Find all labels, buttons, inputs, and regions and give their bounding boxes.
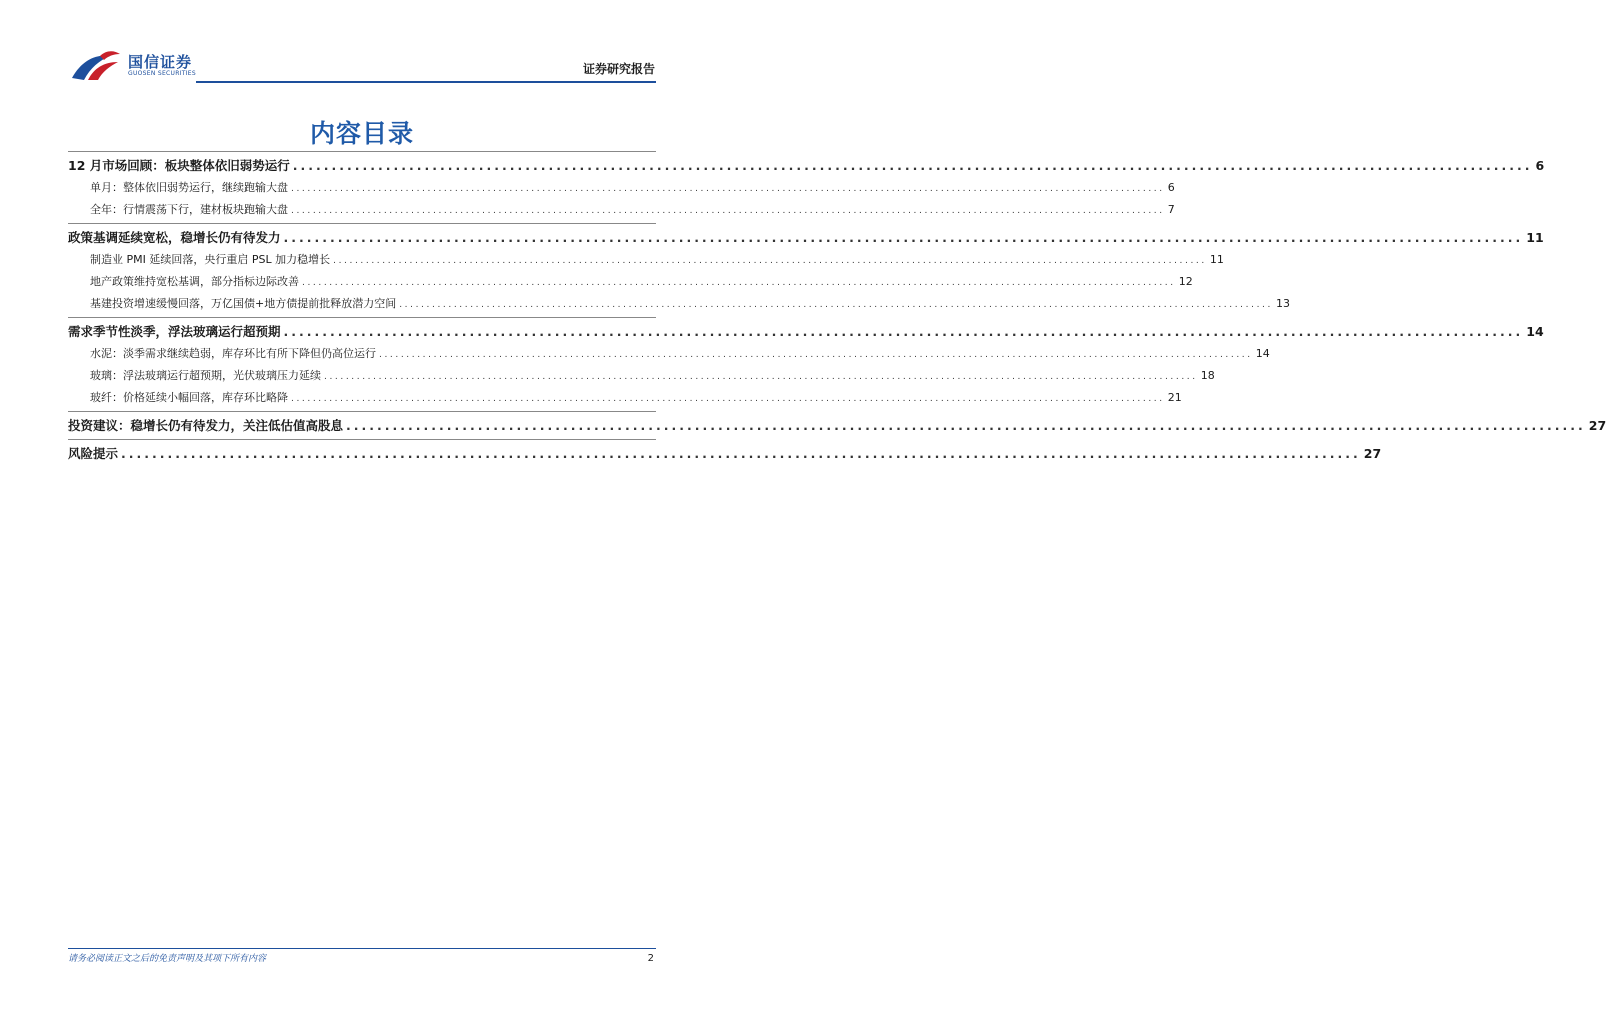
toc-entry-page: 11 [1209,253,1224,266]
toc-dot-leader: ................................................................................................................................................................ [292,158,1533,173]
toc-entry-label: 全年：行情震荡下行，建材板块跑输大盘 [90,203,288,216]
toc-dot-leader: ................................................................................................................................................................ [291,206,1165,216]
toc-entry-label: 基建投资增速缓慢回落，万亿国债+地方债提前批释放潜力空间 [90,297,397,310]
toc-section-rule [68,439,656,440]
toc-entry-page: 7 [1167,203,1175,216]
toc-subsection-entry[interactable] [68,345,1270,367]
toc-dot-leader: ................................................................................................................................................................ [283,324,1524,339]
toc-subsection-entry[interactable] [68,295,1290,317]
toc-dot-leader: ................................................................................................................................................................ [346,418,1586,433]
toc-entry-label: 水泥：淡季需求继续趋弱，库存环比有所下降但仍高位运行 [90,347,376,360]
report-type-label: 证券研究报告 [582,62,655,76]
page-header [0,0,724,90]
toc-dot-leader: ................................................................................................................................................................ [324,372,1198,382]
toc-subsection-entry[interactable] [68,201,1175,223]
toc-entry-page: 14 [1255,347,1270,360]
toc-entry-label: 风险提示 [68,446,119,461]
guosen-logo-icon [70,48,122,82]
toc-section-entry[interactable] [68,226,1544,251]
toc-dot-leader: ................................................................................................................................................................ [333,256,1207,266]
logo-name-cn: 国信证券 [128,53,193,71]
toc-entry-label: 投资建议：稳增长仍有待发力，关注低估值高股息 [68,418,344,433]
toc-entry-label: 玻璃：浮法玻璃运行超预期，光伏玻璃压力延续 [90,369,321,382]
header-divider [196,81,656,83]
toc-section-rule [68,151,656,152]
toc-dot-leader: ................................................................................................................................................................ [291,184,1165,194]
toc-entry-page: 27 [1588,418,1606,433]
toc-section-rule [68,317,656,318]
toc-section-rule [68,411,656,412]
toc-entry-page: 12 [1178,275,1193,288]
toc-entry-page: 13 [1275,297,1290,310]
toc-dot-leader: ................................................................................................................................................................ [399,300,1273,310]
toc-entry-page: 18 [1200,369,1215,382]
toc-title: 内容目录 [309,119,414,148]
toc-dot-leader: ................................................................................................................................................................ [379,350,1253,360]
toc-entry-page: 21 [1167,391,1182,404]
toc-entry-label: 玻纤：价格延续小幅回落，库存环比略降 [90,391,288,404]
toc-entry-label: 地产政策维持宽松基调，部分指标边际改善 [90,275,299,288]
toc-entry-label: 单月：整体依旧弱势运行，继续跑输大盘 [90,181,288,194]
toc-entry-label: 政策基调延续宽松，稳增长仍有待发力 [68,230,281,245]
toc-subsection-entry[interactable] [68,389,1182,411]
toc-subsection-entry[interactable] [68,273,1193,295]
toc-entry-label: 制造业 PMI 延续回落，央行重启 PSL 加力稳增长 [90,253,331,266]
footer-divider [68,948,656,949]
toc-entry-page: 27 [1363,446,1382,461]
toc-entry-page: 11 [1526,230,1544,245]
toc-section-rule [68,223,656,224]
toc-section-entry[interactable] [68,154,1545,179]
table-of-contents [68,151,1606,467]
page-number: 2 [647,953,654,964]
company-logo [70,48,230,84]
toc-section-entry[interactable] [68,442,1382,467]
toc-entry-label: 需求季节性淡季，浮法玻璃运行超预期 [68,324,281,339]
toc-dot-leader: ................................................................................................................................................................ [283,230,1524,245]
toc-subsection-entry[interactable] [68,179,1175,201]
toc-dot-leader: ................................................................................................................................................................ [302,278,1176,288]
toc-subsection-entry[interactable] [68,251,1224,273]
toc-section-entry[interactable] [68,414,1606,439]
toc-section-entry[interactable] [68,320,1544,345]
disclaimer-note: 请务必阅读正文之后的免责声明及其项下所有内容 [68,954,267,964]
toc-entry-label: 12 月市场回顾：板块整体依旧弱势运行 [68,158,290,173]
toc-dot-leader: ................................................................................................................................................................ [121,446,1361,461]
toc-subsection-entry[interactable] [68,367,1215,389]
toc-dot-leader: ................................................................................................................................................................ [291,394,1165,404]
toc-entry-page: 6 [1535,158,1545,173]
toc-entry-page: 14 [1526,324,1544,339]
toc-entry-page: 6 [1167,181,1175,194]
logo-name-en: GUOSEN SECURITIES [128,70,197,77]
